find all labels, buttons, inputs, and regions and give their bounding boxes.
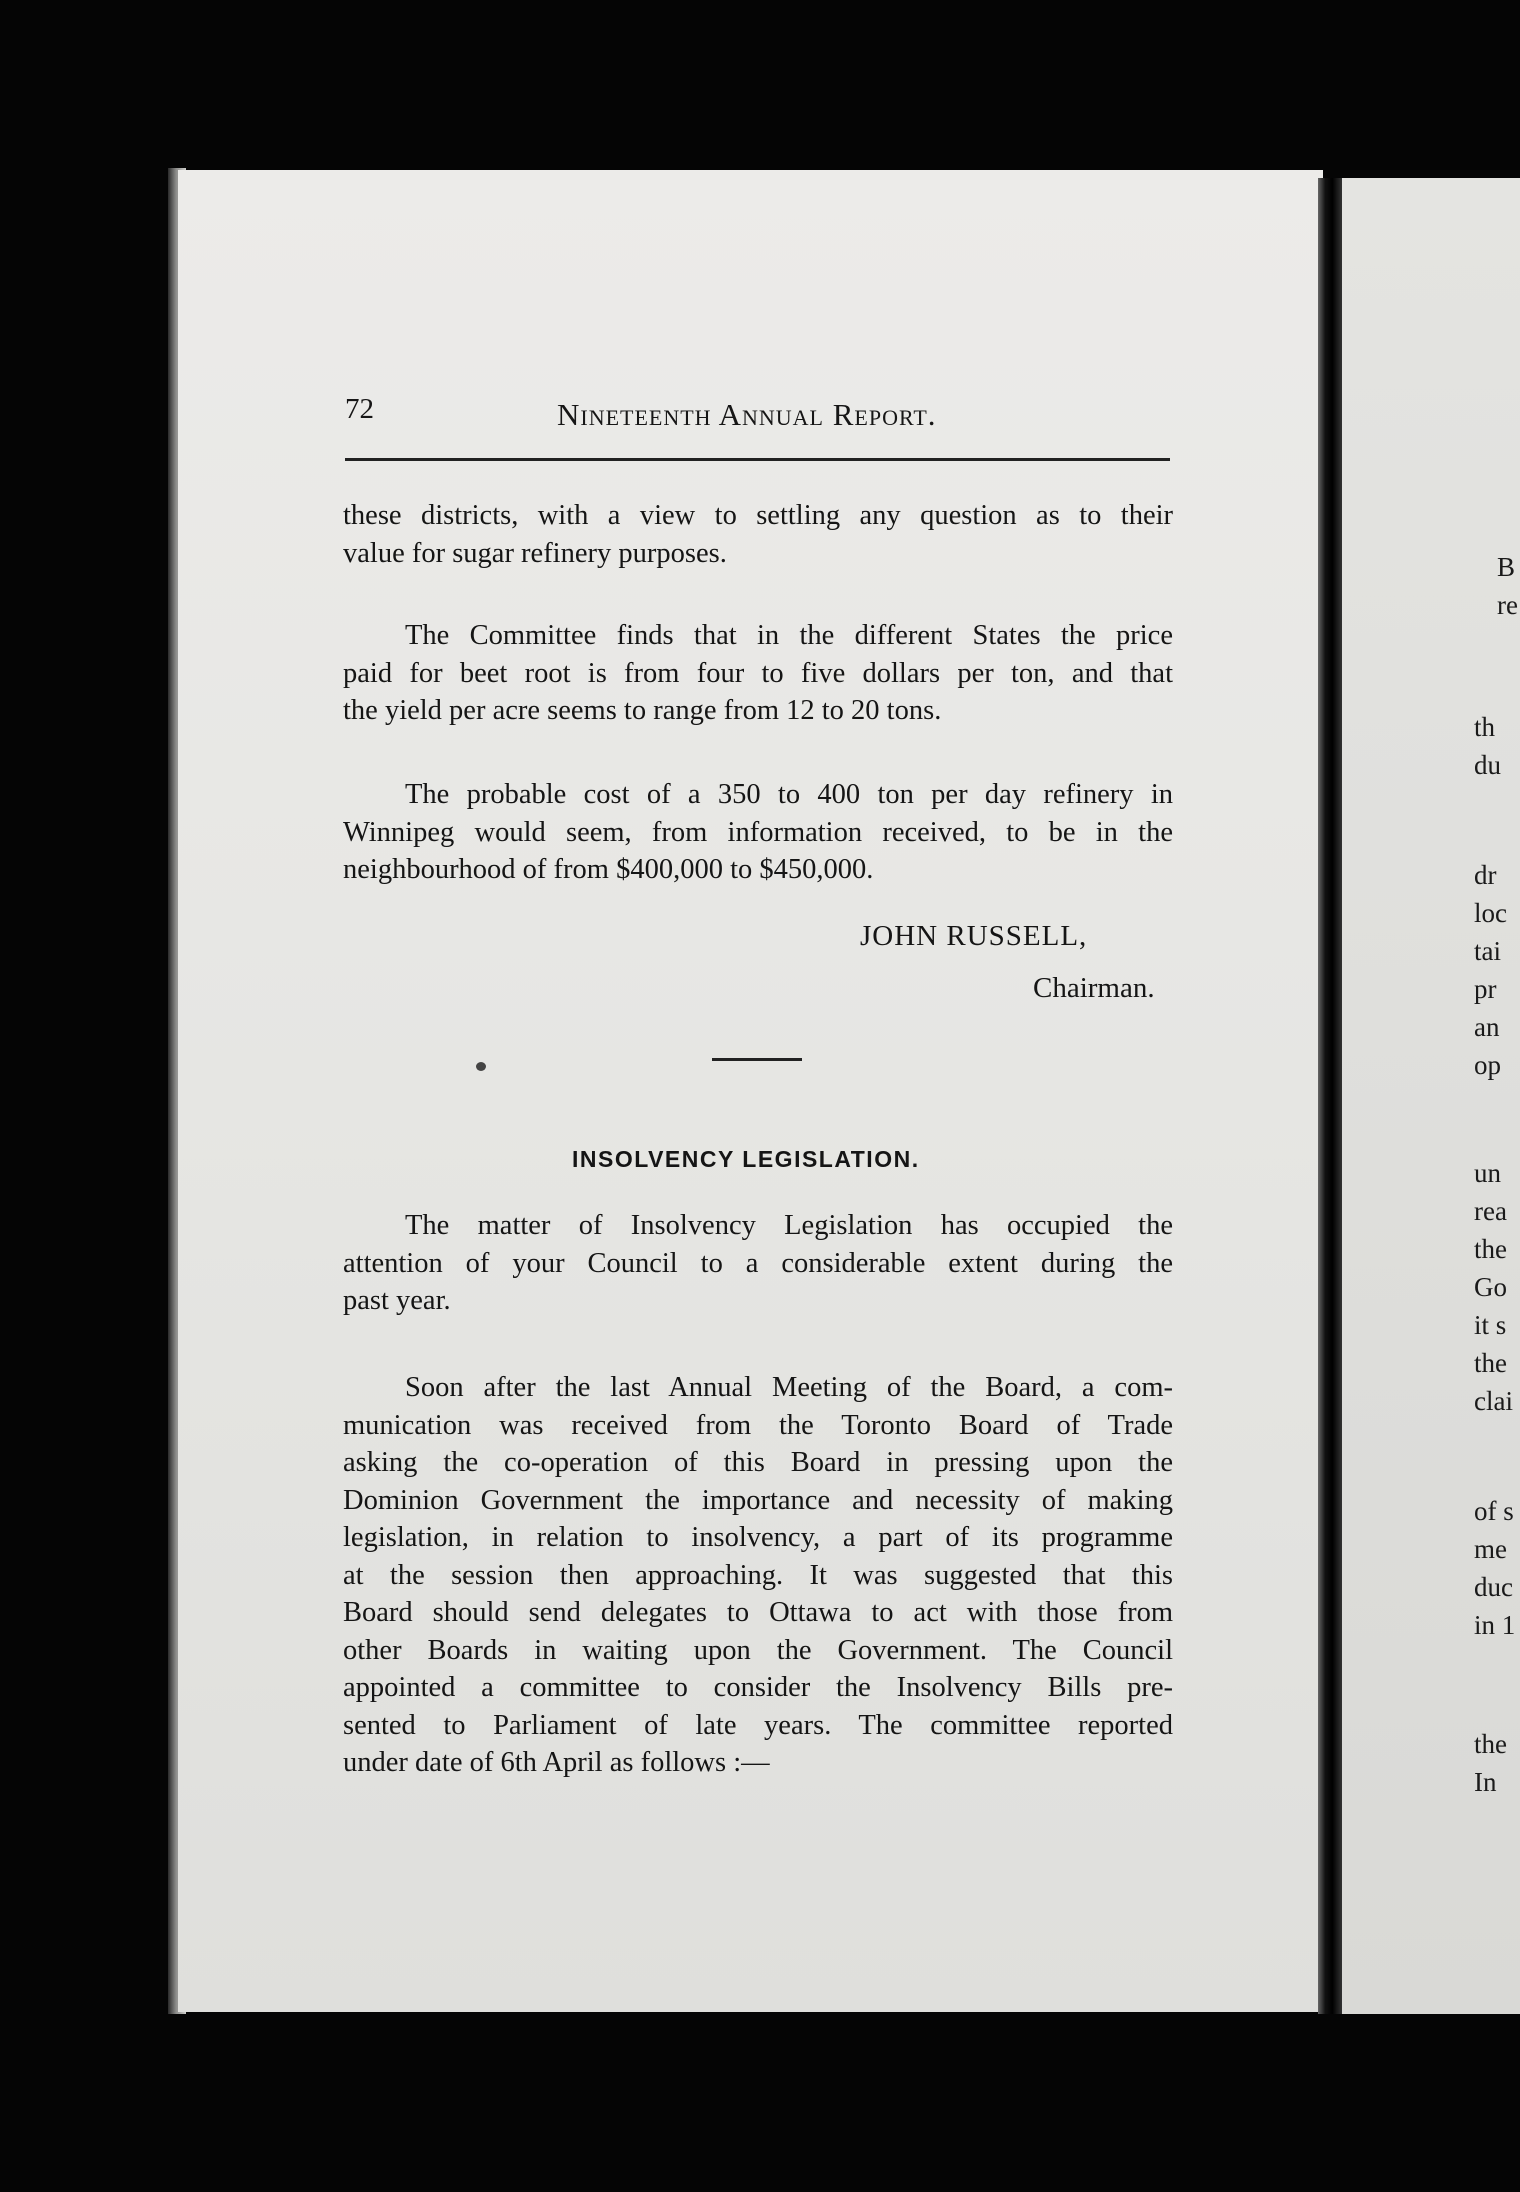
facing-page-fragment: th (1474, 712, 1496, 742)
facing-page-fragment: loc (1474, 898, 1507, 928)
signature-name: JOHN RUSSELL, (860, 920, 1088, 952)
facing-page-fragment: re (1497, 590, 1518, 620)
text-line: The probable cost of a 350 to 400 ton per day refinery in (405, 779, 1173, 810)
text-line: Winnipeg would seem, from information received, to be in the (343, 816, 1173, 848)
intro-paragraph (343, 497, 1173, 572)
ink-speck (476, 1062, 486, 1071)
text-line: past year. (343, 1285, 451, 1316)
facing-page-fragment: In (1474, 1767, 1497, 1797)
facing-page-fragment: Go (1474, 1272, 1507, 1302)
facing-page-fragment: du (1474, 750, 1501, 780)
text-line: value for sugar refinery purposes. (343, 537, 727, 569)
facing-page-fragment: me (1474, 1534, 1507, 1564)
text-line: paid for beet root is from four to five dollars per ton, and that (343, 657, 1173, 689)
signature-title: Chairman. (1033, 972, 1155, 1004)
facing-page-fragment: B (1497, 552, 1516, 582)
facing-page-fragment: of s (1474, 1496, 1514, 1526)
text-line: these districts, with a view to settling any question as to their (343, 500, 1173, 531)
facing-page-fragment: clai (1474, 1386, 1513, 1416)
header-rule (345, 458, 1170, 461)
committee-paragraph (343, 617, 1173, 730)
section-heading: INSOLVENCY LEGISLATION. (572, 1146, 920, 1172)
text-line: The matter of Insolvency Legislation has occupied the (405, 1210, 1173, 1241)
facing-page-fragment: duc (1474, 1572, 1513, 1602)
facing-page-fragment: the (1474, 1729, 1507, 1759)
facing-page-fragment: rea (1474, 1196, 1507, 1226)
section-separator (712, 1058, 802, 1061)
text-line: munication was received from the Toronto Board of Trade (343, 1409, 1173, 1441)
text-line: neighbourhood of from $400,000 to $450,000. (343, 854, 874, 885)
page-number: 72 (345, 393, 374, 425)
facing-page-fragment: dr (1474, 860, 1497, 890)
text-line: legislation, in relation to insolvency, a part of its programme (343, 1522, 1173, 1553)
insolvency-paragraph-1 (343, 1207, 1173, 1320)
facing-page-fragment: in 1 (1474, 1610, 1516, 1640)
text-line: Soon after the last Annual Meeting of the Board, a com- (405, 1372, 1173, 1403)
facing-page-fragment: an (1474, 1012, 1500, 1042)
facing-page (1342, 178, 1520, 2014)
text-line: The Committee finds that in the different States the price (405, 620, 1173, 651)
book-gutter (1318, 178, 1342, 2014)
cost-paragraph (343, 776, 1173, 889)
text-line: appointed a committee to consider the Insolvency Bills pre- (343, 1672, 1173, 1703)
text-line: under date of 6th April as follows :— (343, 1747, 770, 1778)
facing-page-fragment: the (1474, 1234, 1507, 1264)
facing-page-fragment: un (1474, 1158, 1501, 1188)
facing-page-fragment: op (1474, 1050, 1501, 1080)
text-line: asking the co-operation of this Board in pressing upon the (343, 1447, 1173, 1478)
facing-page-fragment: pr (1474, 974, 1497, 1004)
text-line: other Boards in waiting upon the Government. The Council (343, 1634, 1173, 1666)
running-head-title: Nineteenth Annual Report. (557, 397, 937, 432)
text-line: sented to Parliament of late years. The committee reported (343, 1709, 1173, 1741)
text-line: attention of your Council to a considerable extent during the (343, 1247, 1173, 1279)
facing-page-fragment: the (1474, 1348, 1507, 1378)
insolvency-paragraph-2 (343, 1369, 1173, 1782)
text-line: Dominion Government the importance and necessity of making (343, 1484, 1173, 1516)
text-line: Board should send delegates to Ottawa to act with those from (343, 1597, 1173, 1628)
facing-page-fragment: tai (1474, 936, 1501, 966)
text-line: the yield per acre seems to range from 12 to 20 tons. (343, 695, 942, 726)
facing-page-fragment: it s (1474, 1310, 1507, 1340)
text-line: at the session then approaching. It was suggested that this (343, 1559, 1173, 1591)
